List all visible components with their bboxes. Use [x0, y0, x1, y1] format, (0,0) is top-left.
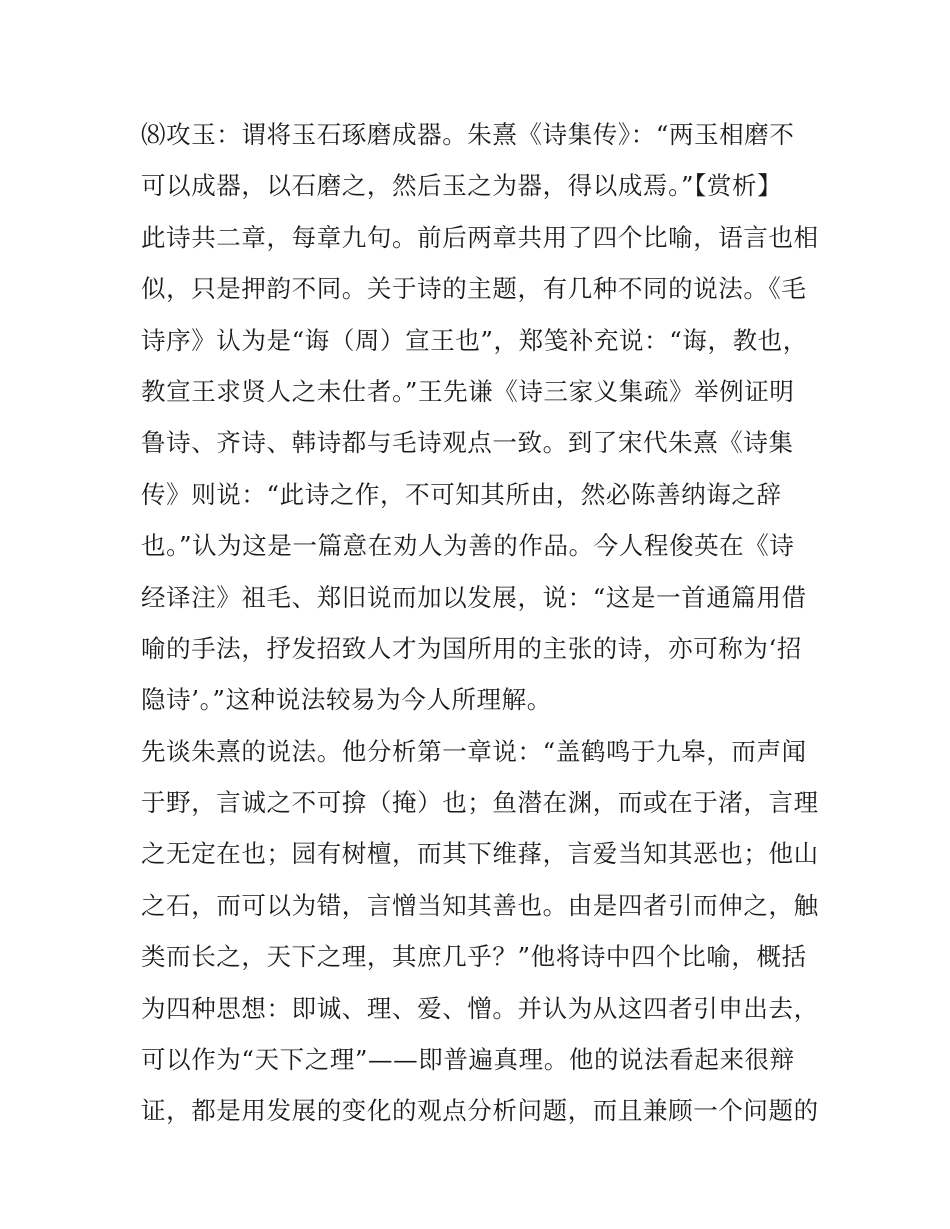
- text-line: 鲁诗、齐诗、韩诗都与毛诗观点一致。到了宋代朱熹《诗集: [141, 428, 794, 458]
- text-line: ⑻攻玉：谓将玉石琢磨成器。朱熹《诗集传》：“两玉相磨不: [141, 120, 795, 149]
- text-line: 隐诗’。”这种说法较易为今人所理解。: [141, 685, 552, 715]
- text-line: 可以作为“天下之理”——即普遍真理。他的说法看起来很辩: [141, 1045, 795, 1075]
- text-line: 类而长之，天下之理，其庶几乎？”他将诗中四个比喻，概括: [141, 942, 807, 972]
- body-text: [141, 109, 821, 1137]
- text-line: 诗序》认为是“诲（周）宣王也”，郑笺补充说：“诲，教也，: [141, 325, 808, 355]
- text-line: 为四种思想：即诚、理、爱、憎。并认为从这四者引申出去，: [141, 993, 819, 1023]
- text-line: 也。”认为这是一篇意在劝人为善的作品。今人程俊英在《诗: [141, 531, 795, 561]
- text-line: 传》则说：“此诗之作，不可知其所由，然必陈善纳诲之辞: [141, 479, 782, 509]
- text-line: 经译注》祖毛、郑旧说而加以发展，说：“这是一首通篇用借: [141, 582, 807, 612]
- text-line: 之无定在也；园有树檀，而其下维萚，言爱当知其恶也；他山: [141, 839, 819, 869]
- text-line: 证，都是用发展的变化的观点分析问题，而且兼顾一个问题的: [141, 1096, 819, 1126]
- text-line: 教宣王求贤人之未仕者。”王先谦《诗三家义集疏》举例证明: [141, 376, 795, 406]
- text-line: 此诗共二章，每章九句。前后两章共用了四个比喻，语言也相: [141, 222, 819, 252]
- text-line: 之石，而可以为错，言憎当知其善也。由是四者引而伸之，触: [141, 890, 819, 920]
- text-line: 似，只是押韵不同。关于诗的主题，有几种不同的说法。《毛: [141, 274, 807, 304]
- text-line: 可以成器，以石磨之，然后玉之为器，得以成焉。”【赏析】: [141, 171, 783, 201]
- text-line: 于野，言诚之不可揜（掩）也；鱼潜在渊，而或在于渚，言理: [141, 788, 819, 818]
- text-line: 先谈朱熹的说法。他分析第一章说：“盖鹤鸣于九皋，而声闻: [141, 736, 807, 766]
- text-line: 喻的手法，抒发招致人才为国所用的主张的诗，亦可称为‘招: [141, 633, 802, 663]
